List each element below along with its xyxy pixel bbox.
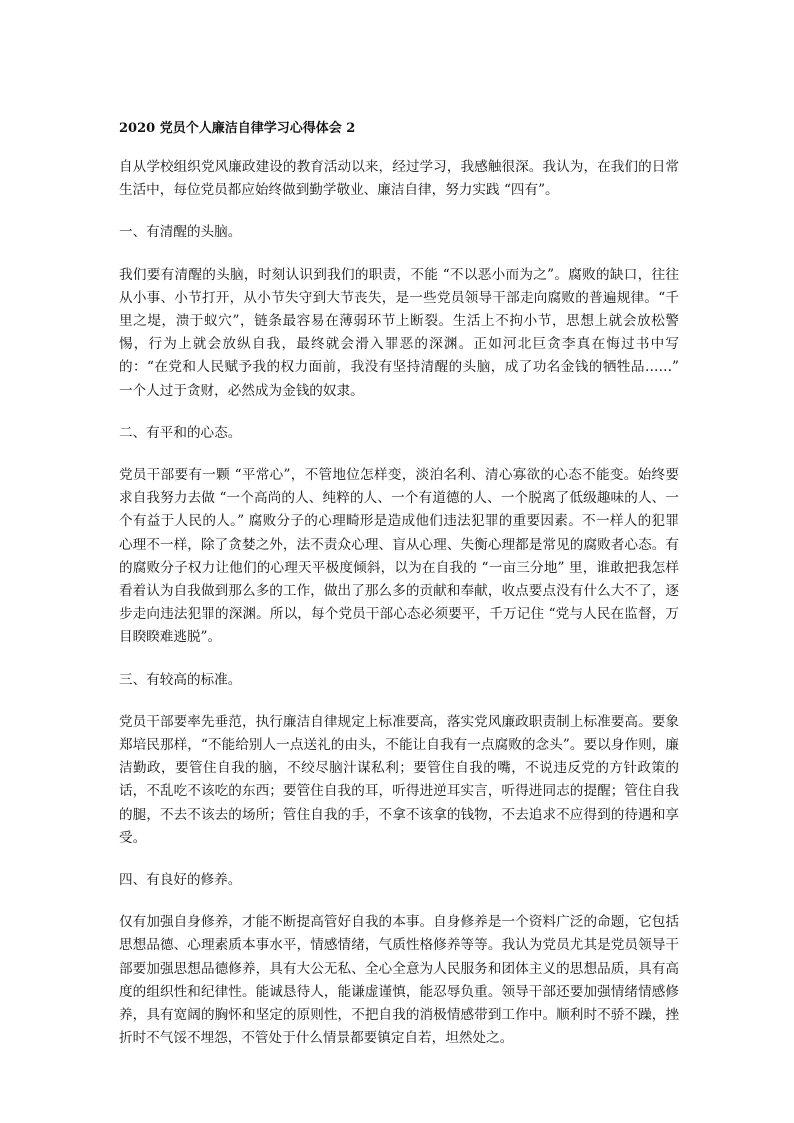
section-body-3: 党员干部要率先垂范，执行廉洁自律规定上标准要高，落实党风廉政职责制上标准要高。要象郑培民那样，“不能给别人一点送礼的由头，不能让自我有一点腐败的念头”。要以身作则，廉洁勤政，要管住自我的脑，不绞尽脑汁谋私利；要管住自我的嘴，不说违反党的方针政策的话，不乱吃不该吃的东西；要管住自我的耳，听得进逆耳实言，听得进同志的提醒；管住自我的腿，不去不该去的场所；管住自我的手，不拿不该拿的钱物，不去追求不应得到的待遇和享受。 bbox=[119, 713, 679, 846]
section-body-2: 党员干部要有一颗 “平常心”，不管地位怎样变，淡泊名利、清心寡欲的心态不能变。始终要求自我努力去做 “一个高尚的人、纯粹的人、一个有道德的人、一个脱离了低级趣味的人、一个有益于人民的人。” 腐败分子的心理畸形是造成他们违法犯罪的重要因素。不一样人的犯罪心理不一样，除了贪婪之外，法不责众心理、盲从心理、失衡心理都是常见的腐败者心态。有的腐败分子权力让他们的心理天平极度倾斜，以为在自我的 “一亩三分地” 里，谁敢把我怎样看着认为自我做到那么多的工作，做出了那么多的贡献和奉献，收点要点没有什么大不了，逐步走向违法犯罪的深渊。所以，每个党员干部心态必须要平，千万记住 “党与人民在监督，万目睽睽难逃脱”。 bbox=[119, 467, 679, 646]
section-body-4: 仅有加强自身修养，才能不断提高管好自我的本事。自身修养是一个资料广泛的命题，它包括思想品德、心理素质本事水平，情感情绪，气质性格修养等等。我认为党员尤其是党员领导干部要加强思想品德修养，具有大公无私、全心全意为人民服务和团体主义的思想品质，具有高度的组织性和纪律性。能诚恳待人，能谦虚谨慎，能忍辱负重。领导干部还要加强情绪情感修养，具有宽阔的胸怀和坚定的原则性，不把自我的消极情感带到工作中。顺利时不骄不躁，挫折时不气馁不埋怨，不管处于什么情景都要镇定自若，坦然处之。 bbox=[119, 914, 679, 1047]
section-heading-2: 二、有平和的心态。 bbox=[119, 424, 242, 441]
section-heading-1: 一、有清醒的头脑。 bbox=[119, 224, 242, 241]
intro-paragraph: 自从学校组织党风廉政建设的教育活动以来，经过学习，我感触很深。我认为，在我们的日常生活中，每位党员都应始终做到勤学敬业、廉洁自律，努力实践 “四有”。 bbox=[119, 159, 679, 199]
document-page bbox=[119, 118, 679, 1070]
section-heading-4: 四、有良好的修养。 bbox=[119, 872, 242, 889]
document-title: 2020 党员个人廉洁自律学习心得体会 2 bbox=[119, 121, 356, 136]
section-body-1: 我们要有清醒的头脑，时刻认识到我们的职责，不能 “不以恶小而为之”。腐败的缺口，往往从小事、小节打开，从小节失守到大节丧失，是一些党员领导干部走向腐败的普遍规律。“千里之堤，溃于蚁穴”，链条最容易在薄弱环节上断裂。生活上不拘小节，思想上就会放松警惕，行为上就会放纵自我，最终就会滑入罪恶的深渊。正如河北巨贪李真在悔过书中写的：“在党和人民赋予我的权力面前，我没有坚持清醒的头脑，成了功名金钱的牺牲品……” 一个人过于贪财，必然成为金钱的奴隶。 bbox=[119, 266, 679, 399]
section-heading-3: 三、有较高的标准。 bbox=[119, 671, 242, 688]
